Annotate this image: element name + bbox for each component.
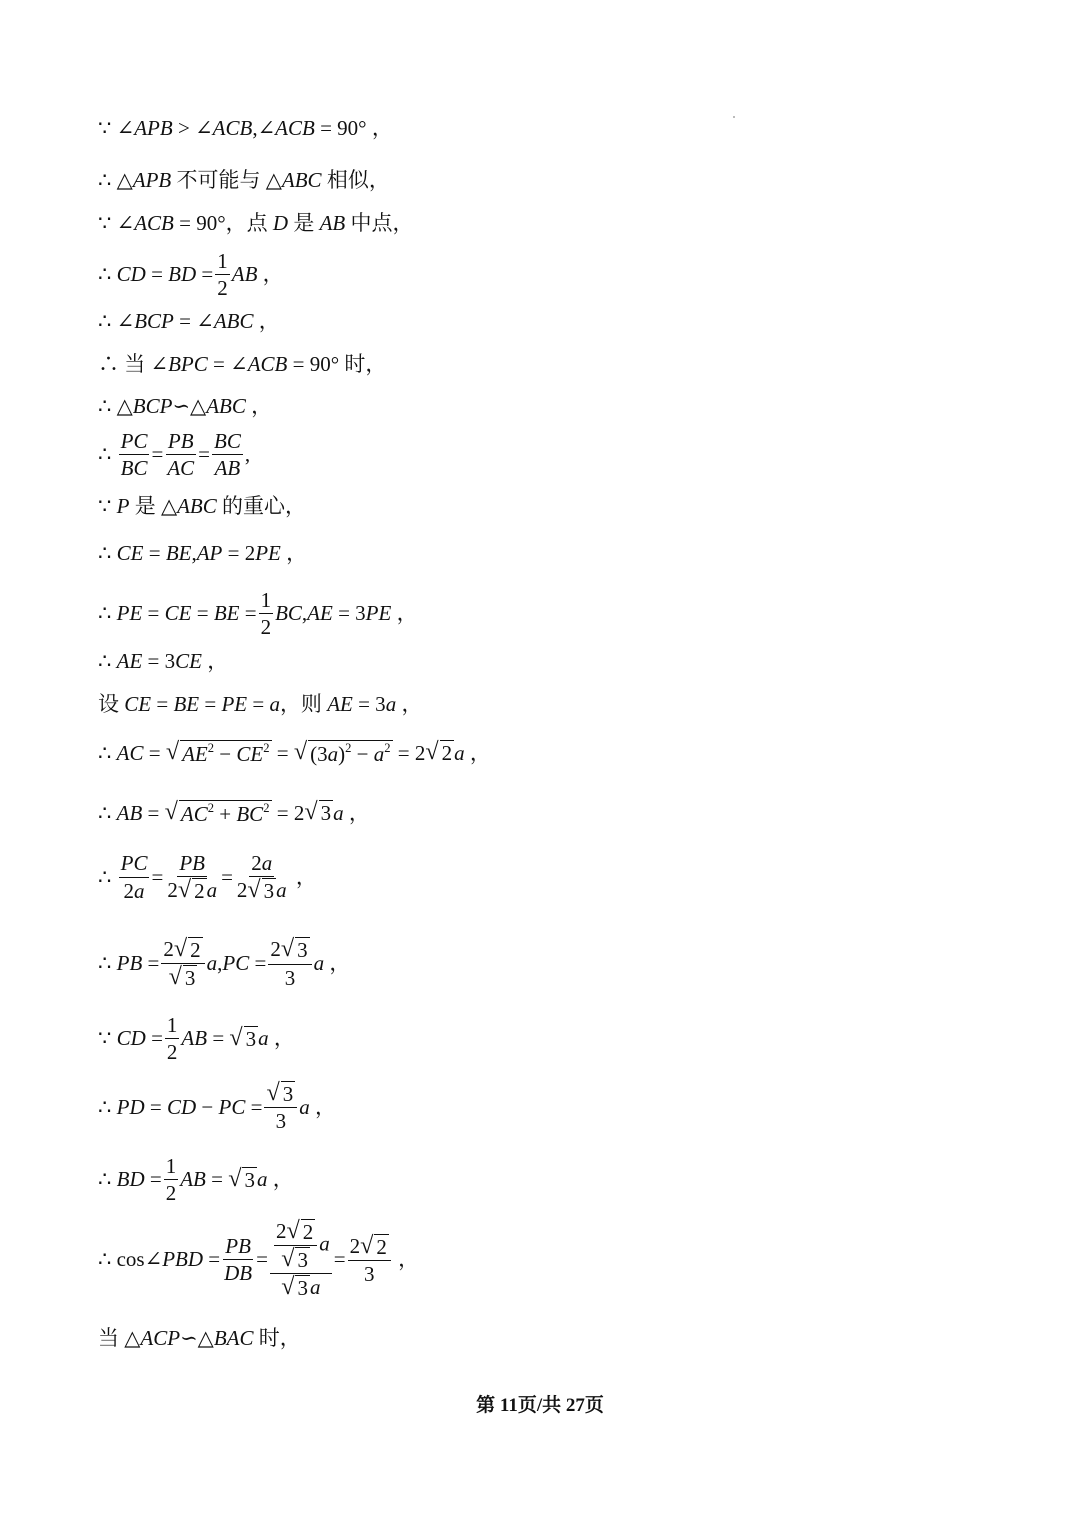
page-footer: 第 11页/共 27页: [476, 1395, 604, 1416]
solution-line-7: ∴ △ BCP ∽△ ABC ，: [98, 394, 273, 418]
solution-line-13: 设 CE = BE = PE = a ，则 AE = 3 a ，: [98, 692, 423, 716]
solution-line-17: ∴ PB = 2 √ 2 √ 3 a , PC = 2 √ 3 3 a ，: [98, 935, 351, 991]
solution-line-21: ∴ cos ∠PBD = $\frac{PB}{DB}$ = 2 √ 2 √ 3 a √ 3 a = 2 √ 2 3 ，: [98, 1217, 420, 1301]
solution-line-16: ∴ $\frac{PC}{2a}$ = PB 2 √ 2 a = 2a 2 √ 3 a ，: [98, 851, 317, 904]
solution-line-8: ∴ $\frac{PC}{BC}$ = $\frac{PB}{AC}$ = $\frac{BC}{AB}$ ,: [98, 429, 251, 481]
solution-line-4: ∴ CD = BD = $\frac{1}{2}$ AB ，: [98, 249, 284, 301]
solution-line-12: ∴ AE = 3 CE ，: [98, 649, 229, 673]
solution-line-15: ∴ AB = √ $AC^2 + BC^2$ = 2 √ 3 a ，: [98, 798, 370, 826]
solution-line-18: ∵ CD = $\frac{1}{2}$ AB = √ 3 a ，: [98, 1013, 295, 1065]
solution-line-3: ∵ ∠ACB = 90°，点 D 是 AB 中点，: [98, 211, 414, 235]
solution-line-10: ∴ CE = BE , AP = 2 PE ，: [98, 541, 308, 565]
scan-speck: [733, 116, 735, 118]
solution-line-9: ∵ P 是 △ ABC 的重心，: [98, 494, 307, 518]
solution-line-2: ∴ △ APB 不可能与 △ ABC 相似，: [98, 168, 390, 192]
solution-line-20: ∴ BD = $\frac{1}{2}$ AB = √ 3 a ，: [98, 1154, 294, 1206]
solution-line-5: ∴ ∠BCP = ∠ABC ，: [98, 309, 280, 333]
solution-line-11: ∴ PE = CE = BE = $\frac{1}{2}$ BC , AE = 3 PE ，: [98, 588, 418, 640]
solution-line-22: 当 △ ACP ∽△ BAC 时，: [98, 1326, 301, 1350]
solution-line-19: ∴ PD = CD − PC = √ 3 3 a ，: [98, 1079, 336, 1134]
solution-line-6: ∴ 当 ∠BPC = ∠ACB = 90° 时，: [98, 352, 387, 376]
solution-line-14: ∴ AC = √ $AE^2 - CE^2$ = √ $(3a)^2 - a^2$ = 2 √ 2 a ，: [98, 738, 491, 766]
solution-line-1: ∵ ∠APB > ∠ACB , ∠ACB = 90° ，: [98, 116, 393, 140]
